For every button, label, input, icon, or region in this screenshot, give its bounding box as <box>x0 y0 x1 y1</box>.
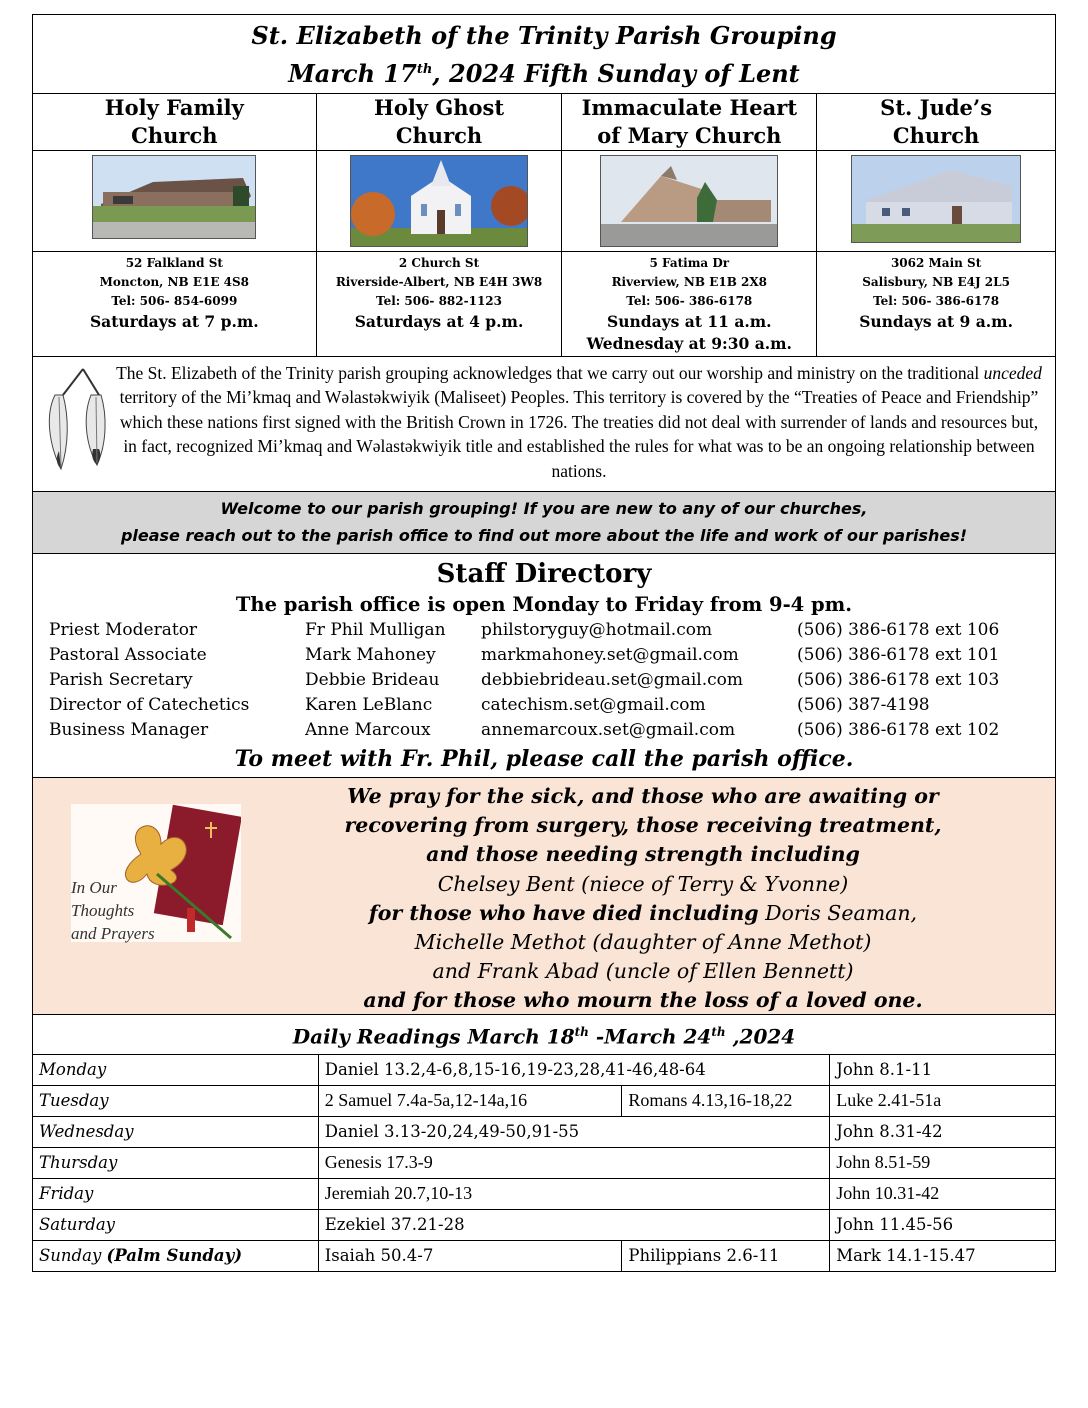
gospel-reading: Luke 2.41-51a <box>830 1085 1056 1116</box>
land-acknowledgement <box>32 357 1056 491</box>
prayer-image: In Our Thoughts and Prayers <box>71 804 241 942</box>
reading-day: Wednesday <box>33 1116 319 1147</box>
second-reading: Philippians 2.6-11 <box>622 1240 830 1271</box>
church-photos-row <box>33 151 1056 252</box>
holy-ghost-church-photo <box>350 155 528 247</box>
churches-table <box>32 93 1056 357</box>
staff-row <box>33 718 1055 743</box>
gospel-reading: John 8.31-42 <box>830 1116 1056 1147</box>
staff-phone: (506) 387-4198 <box>797 695 930 716</box>
reading-day: Sunday (Palm Sunday) <box>33 1240 319 1271</box>
reading-row <box>33 1178 1056 1209</box>
staff-row <box>33 618 1055 643</box>
staff-email[interactable]: catechism.set@gmail.com <box>481 695 706 716</box>
staff-row <box>33 668 1055 693</box>
staff-phone: (506) 386-6178 ext 102 <box>797 720 1000 741</box>
staff-phone: (506) 386-6178 ext 101 <box>797 645 1000 666</box>
first-reading: Genesis 17.3-9 <box>318 1147 830 1178</box>
first-reading: 2 Samuel 7.4a-5a,12-14a,16 <box>318 1085 622 1116</box>
prayer-section <box>32 777 1056 1015</box>
staff-name: Debbie Brideau <box>305 670 440 691</box>
reading-day: Tuesday <box>33 1085 319 1116</box>
gospel-reading: John 10.31-42 <box>830 1178 1056 1209</box>
gospel-reading: Mark 14.1-15.47 <box>830 1240 1056 1271</box>
office-hours: The parish office is open Monday to Friday from 9-4 pm. <box>235 593 853 617</box>
staff-role: Pastoral Associate <box>49 645 207 666</box>
church-info: 5 Fatima Dr Riverview, NB E1B 2X8 Tel: 506- 386-6178 Sundays at 11 a.m. Wednesday at 9:30 a.m. <box>562 252 817 357</box>
staff-email[interactable]: debbiebrideau.set@gmail.com <box>481 670 743 691</box>
gospel-reading: John 11.45-56 <box>830 1209 1056 1240</box>
daily-readings-title: Daily Readings March 18th -March 24th ,2024 <box>32 1015 1056 1054</box>
first-reading: Jeremiah 20.7,10-13 <box>318 1178 830 1209</box>
church-info-row <box>33 252 1056 357</box>
staff-directory-title: Staff Directory <box>436 559 652 590</box>
reading-day: Thursday <box>33 1147 319 1178</box>
bulletin-page <box>32 14 1056 1272</box>
gospel-reading: John 8.1-11 <box>830 1054 1056 1085</box>
church-info: 2 Church St Riverside-Albert, NB E4H 3W8 Tel: 506- 882-1123 Saturdays at 4 p.m. <box>316 252 562 357</box>
church-name: Holy Ghost Church <box>316 94 562 151</box>
feather-icon <box>43 365 113 477</box>
reading-row <box>33 1147 1056 1178</box>
staff-email[interactable]: markmahoney.set@gmail.com <box>481 645 739 666</box>
daily-readings-table <box>32 1054 1056 1272</box>
staff-phone: (506) 386-6178 ext 106 <box>797 620 1000 641</box>
reading-row <box>33 1085 1056 1116</box>
staff-role: Parish Secretary <box>49 670 193 691</box>
staff-row <box>33 693 1055 718</box>
immaculate-heart-church-photo <box>600 155 778 247</box>
first-reading: Daniel 3.13-20,24,49-50,91-55 <box>318 1116 830 1147</box>
first-reading: Ezekiel 37.21-28 <box>318 1209 830 1240</box>
bulletin-date: March 17th, 2024 Fifth Sunday of Lent <box>288 59 800 88</box>
church-names-row <box>33 94 1056 151</box>
staff-role: Business Manager <box>49 720 209 741</box>
reading-row <box>33 1054 1056 1085</box>
staff-email[interactable]: philstoryguy@hotmail.com <box>481 620 713 641</box>
holy-family-church-photo <box>92 155 256 239</box>
gospel-reading: John 8.51-59 <box>830 1147 1056 1178</box>
church-info: 52 Falkland St Moncton, NB E1E 4S8 Tel: 506- 854-6099 Saturdays at 7 p.m. <box>33 252 317 357</box>
st-judes-church-photo <box>851 155 1021 243</box>
staff-name: Fr Phil Mulligan <box>305 620 446 641</box>
staff-name: Mark Mahoney <box>305 645 436 666</box>
reading-row <box>33 1209 1056 1240</box>
first-reading: Daniel 13.2,4-6,8,15-16,19-23,28,41-46,48-64 <box>318 1054 830 1085</box>
second-reading: Romans 4.13,16-18,22 <box>622 1085 830 1116</box>
staff-phone: (506) 386-6178 ext 103 <box>797 670 1000 691</box>
church-info: 3062 Main St Salisbury, NB E4J 2L5 Tel: 506- 386-6178 Sundays at 9 a.m. <box>817 252 1056 357</box>
reading-row <box>33 1240 1056 1271</box>
staff-name: Karen LeBlanc <box>305 695 433 716</box>
reading-day: Saturday <box>33 1209 319 1240</box>
staff-role: Priest Moderator <box>49 620 198 641</box>
church-name: Holy Family Church <box>33 94 317 151</box>
prayer-intentions: We pray for the sick, and those who are awaiting or recovering from surgery, those receiving treatment, and those needing strength including Chelsey Bent (niece of Terry & Yvonne) for those who have died including Doris Seaman, Michelle Methot (daughter of Anne Methot) and Frank Abad (uncle of Ellen Bennett) and for those who mourn the loss of a loved one. <box>344 784 942 1013</box>
reading-day: Friday <box>33 1178 319 1209</box>
meet-priest-note: To meet with Fr. Phil, please call the parish office. <box>234 746 854 773</box>
bulletin-header <box>32 14 1056 93</box>
church-name: St. Jude’s Church <box>817 94 1056 151</box>
staff-row <box>33 643 1055 668</box>
first-reading: Isaiah 50.4-7 <box>318 1240 622 1271</box>
church-name: Immaculate Heart of Mary Church <box>562 94 817 151</box>
acknowledgement-text: The St. Elizabeth of the Trinity parish grouping acknowledges that we carry out our worship and ministry on the traditional unceded territory of the Mi’kmaq and Wəlastəkwiyik (Maliseet) Peoples. This territory is covered by the “Treaties of Peace and Friendship” which these nations first signed with the British Crown in 1726. The treaties did not deal with surrender of lands and resources but, in fact, recognized Mi’kmaq and Wəlastəkwiyik title and established the rules for what was to be an ongoing relationship between nations. <box>116 363 1042 481</box>
staff-name: Anne Marcoux <box>305 720 431 741</box>
staff-directory <box>32 554 1056 777</box>
parish-name: St. Elizabeth of the Trinity Parish Grouping <box>251 21 837 50</box>
reading-row <box>33 1116 1056 1147</box>
staff-role: Director of Catechetics <box>49 695 250 716</box>
reading-day: Monday <box>33 1054 319 1085</box>
welcome-banner: Welcome to our parish grouping! If you are new to any of our churches, please reach out to the parish office to find out more about the life and work of our parishes! <box>32 491 1056 554</box>
staff-email[interactable]: annemarcoux.set@gmail.com <box>481 720 736 741</box>
